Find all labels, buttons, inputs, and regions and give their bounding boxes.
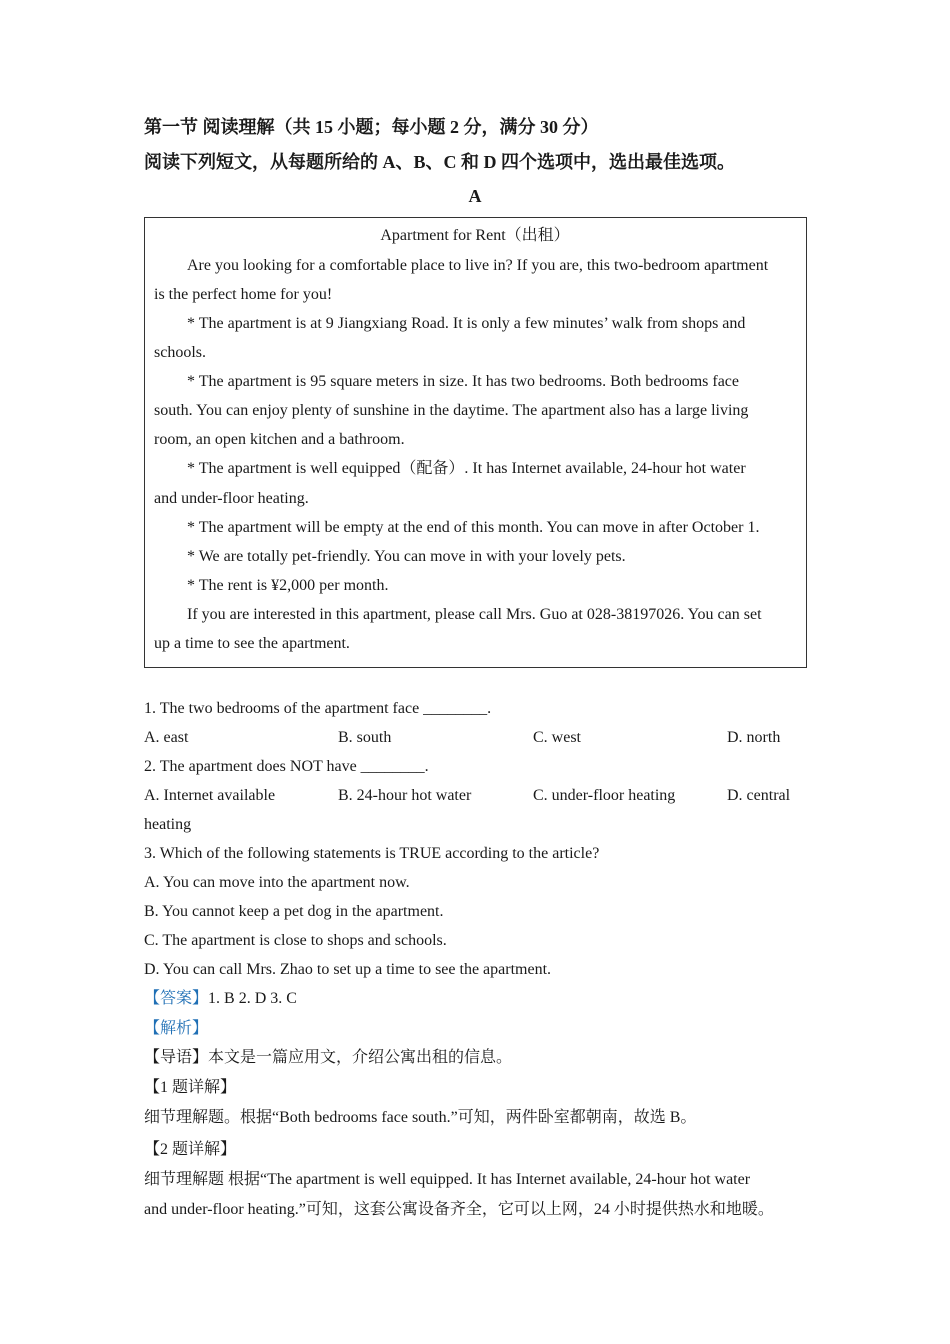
question-3-option-d: D. You can call Mrs. Zhao to set up a time to see the apartment.: [144, 961, 552, 978]
question-1-option-a: A. east: [144, 729, 189, 746]
section-instruction: 阅读下列短文，从每题所给的 A、B、C 和 D 四个选项中，选出最佳选项。: [144, 152, 735, 172]
detail-1-title: 【1 题详解】: [144, 1079, 237, 1096]
detail-2-text: and under-floor heating.”可知，这套公寓设备齐全，它可以上网，24 小时提供热水和地暖。: [144, 1201, 774, 1218]
question-2-stem: 2. The apartment does NOT have ________.: [144, 758, 429, 775]
question-2-option-c: C. under-floor heating: [533, 787, 676, 804]
passage-line: schools.: [154, 344, 206, 361]
question-2-option-d: D. central: [727, 787, 791, 804]
passage-line: * The apartment will be empty at the end of this month. You can move in after October 1.: [187, 519, 760, 536]
question-1-stem: 1. The two bedrooms of the apartment face ________.: [144, 700, 492, 717]
detail-1-text: 细节理解题。根据“Both bedrooms face south.”可知，两件卧室都朝南，故选 B。: [144, 1109, 697, 1126]
passage-line: * The rent is ¥2,000 per month.: [187, 577, 389, 594]
passage-line: room, an open kitchen and a bathroom.: [154, 431, 405, 448]
passage-title: Apartment for Rent（出租）: [380, 227, 570, 244]
passage-line: Are you looking for a comfortable place to live in? If you are, this two-bedroom apartment: [187, 257, 769, 274]
question-2-option-a: A. Internet available: [144, 787, 276, 804]
analysis-label: 【解析】: [144, 1020, 209, 1037]
question-1-option-d: D. north: [727, 729, 781, 746]
passage-line: * The apartment is well equipped（配备）. It has Internet available, 24-hour hot water: [187, 460, 746, 477]
question-2-option-d-continued: heating: [144, 816, 192, 833]
question-2-option-b: B. 24-hour hot water: [338, 787, 472, 804]
passage-line: * The apartment is 95 square meters in size. It has two bedrooms. Both bedrooms face: [187, 373, 740, 390]
passage-line: * The apartment is at 9 Jiangxiang Road. It is only a few minutes’ walk from shops and: [187, 315, 746, 332]
question-3-option-a: A. You can move into the apartment now.: [144, 874, 410, 891]
question-1-option-c: C. west: [533, 729, 581, 746]
passage-line: south. You can enjoy plenty of sunshine in the daytime. The apartment also has a large living: [154, 402, 749, 419]
question-1-option-b: B. south: [338, 729, 392, 746]
analysis-intro: 【导语】本文是一篇应用文，介绍公寓出租的信息。: [144, 1049, 513, 1066]
passage-line: * We are totally pet-friendly. You can move in with your lovely pets.: [187, 548, 626, 565]
question-3-stem: 3. Which of the following statements is TRUE according to the article?: [144, 845, 600, 862]
passage-label: A: [468, 186, 482, 206]
passage-line: and under-floor heating.: [154, 490, 309, 507]
section-heading: 第一节 阅读理解（共 15 小题；每小题 2 分，满分 30 分）: [144, 117, 599, 137]
detail-2-text: 细节理解题 根据“The apartment is well equipped. It has Internet available, 24-hour hot water: [144, 1171, 751, 1188]
question-3-option-b: B. You cannot keep a pet dog in the apartment.: [144, 903, 444, 920]
passage-line: If you are interested in this apartment, please call Mrs. Guo at 028-38197026. You can set: [187, 606, 762, 623]
answer-row: [144, 989, 297, 1009]
detail-2-title: 【2 题详解】: [144, 1141, 237, 1158]
question-3-option-c: C. The apartment is close to shops and schools.: [144, 932, 447, 949]
answer-text: 1. B 2. D 3. C: [208, 990, 297, 1007]
passage-line: is the perfect home for you!: [154, 286, 333, 303]
answer-label: 【答案】: [144, 990, 209, 1007]
passage-line: up a time to see the apartment.: [154, 635, 350, 652]
